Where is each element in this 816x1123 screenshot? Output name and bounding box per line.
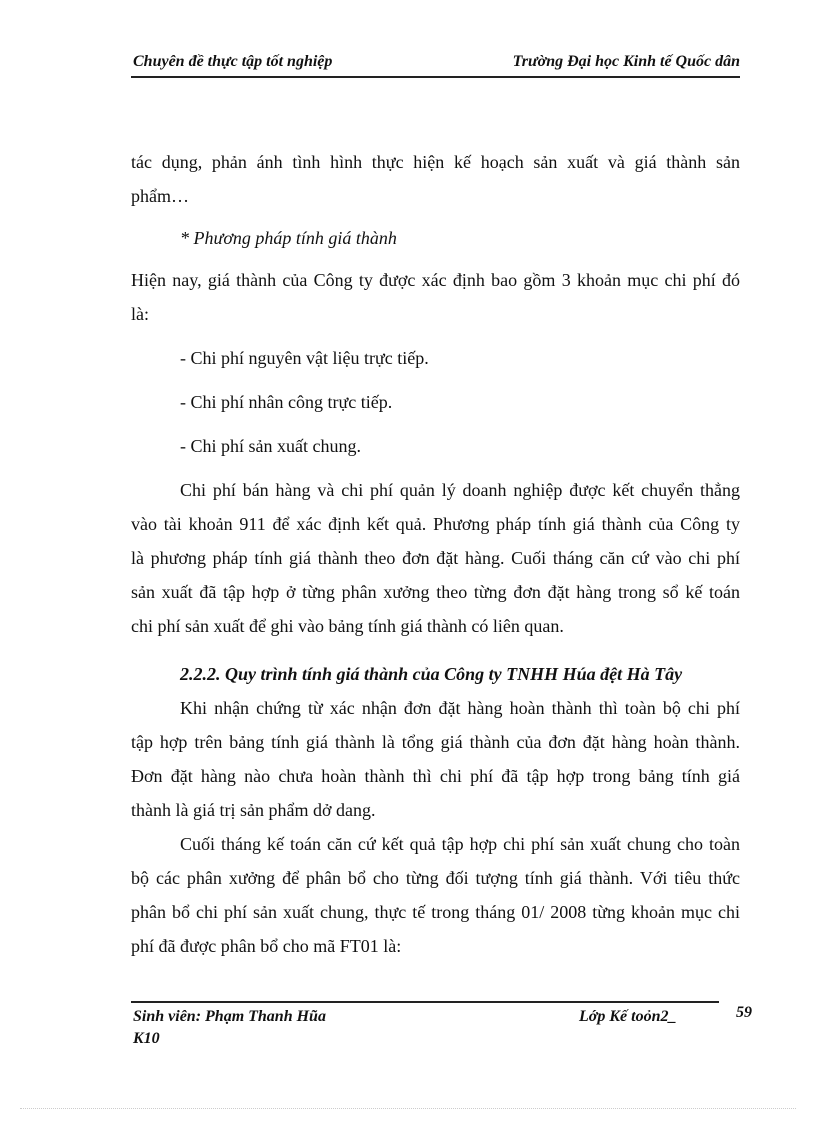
paragraph-line: tập hợp trên bảng tính giá thành là tổng giá thành của đơn đặt hàng hoàn thành.	[131, 732, 740, 752]
paragraph-line: là:	[131, 304, 149, 324]
paragraph-line: vào tài khoản 911 để xác định kết quả. Phương pháp tính giá thành của Công ty	[131, 514, 740, 534]
footer-student-name: Sinh viên: Phạm Thanh Hũa	[133, 1008, 326, 1025]
header-university-name: Trường Đại học Kinh tế Quốc dân	[512, 53, 740, 70]
paragraph-line: bộ các phân xưởng để phân bổ cho từng đối tượng tính giá thành. Với tiêu thức	[131, 868, 740, 888]
paragraph-line: Hiện nay, giá thành của Công ty được xác định bao gồm 3 khoản mục chi phí đó	[131, 270, 740, 290]
page-header	[131, 52, 740, 78]
cost-item: - Chi phí nguyên vật liệu trực tiếp.	[180, 348, 429, 368]
paragraph-line: phẩm…	[131, 186, 189, 206]
paragraph-line: Chi phí bán hàng và chi phí quản lý doanh nghiệp được kết chuyển thẳng	[180, 480, 740, 500]
page-content	[131, 145, 740, 963]
paragraph-line: phí đã được phân bổ cho mã FT01 là:	[131, 936, 402, 956]
header-thesis-title: Chuyên đề thực tập tốt nghiệp	[133, 53, 333, 70]
section-heading: 2.2.2. Quy trình tính giá thành của Công ty TNHH Húa đệt Hà Tây	[180, 664, 683, 684]
paragraph-line: Đơn đặt hàng nào chưa hoàn thành thì chi phí đã tập hợp trong bảng tính giá	[131, 766, 740, 786]
paragraph-line: Cuối tháng kế toán căn cứ kết quả tập hợp chi phí sản xuất chung cho toàn	[180, 834, 740, 854]
paragraph-line: tác dụng, phản ánh tình hình thực hiện kế hoạch sản xuất và giá thành sản	[131, 152, 740, 172]
paragraph-line: thành là giá trị sản phẩm dở dang.	[131, 800, 376, 820]
method-subtitle: * Phương pháp tính giá thành	[180, 228, 397, 248]
paragraph-line: là phương pháp tính giá thành theo đơn đặt hàng. Cuối tháng căn cứ vào chi phí	[131, 548, 740, 568]
cost-item: - Chi phí sản xuất chung.	[180, 436, 361, 456]
page-number: 59	[736, 1004, 752, 1021]
paragraph-line: sản xuất đã tập hợp ở từng phân xưởng theo từng đơn đặt hàng trong sổ kế toán	[131, 582, 740, 602]
cost-item: - Chi phí nhân công trực tiếp.	[180, 392, 393, 412]
footer-class-name: Lớp Kế toỏn2_	[579, 1008, 677, 1025]
footer-student-cohort: K10	[133, 1030, 160, 1047]
page-bottom-border	[20, 1108, 796, 1109]
footer-divider	[131, 1001, 719, 1003]
paragraph-line: phân bổ chi phí sản xuất chung, thực tế trong tháng 01/ 2008 từng khoản mục chi	[131, 902, 740, 922]
paragraph-line: chi phí sản xuất để ghi vào bảng tính giá thành có liên quan.	[131, 616, 564, 636]
paragraph-line: Khi nhận chứng từ xác nhận đơn đặt hàng hoàn thành thì toàn bộ chi phí	[180, 698, 740, 718]
